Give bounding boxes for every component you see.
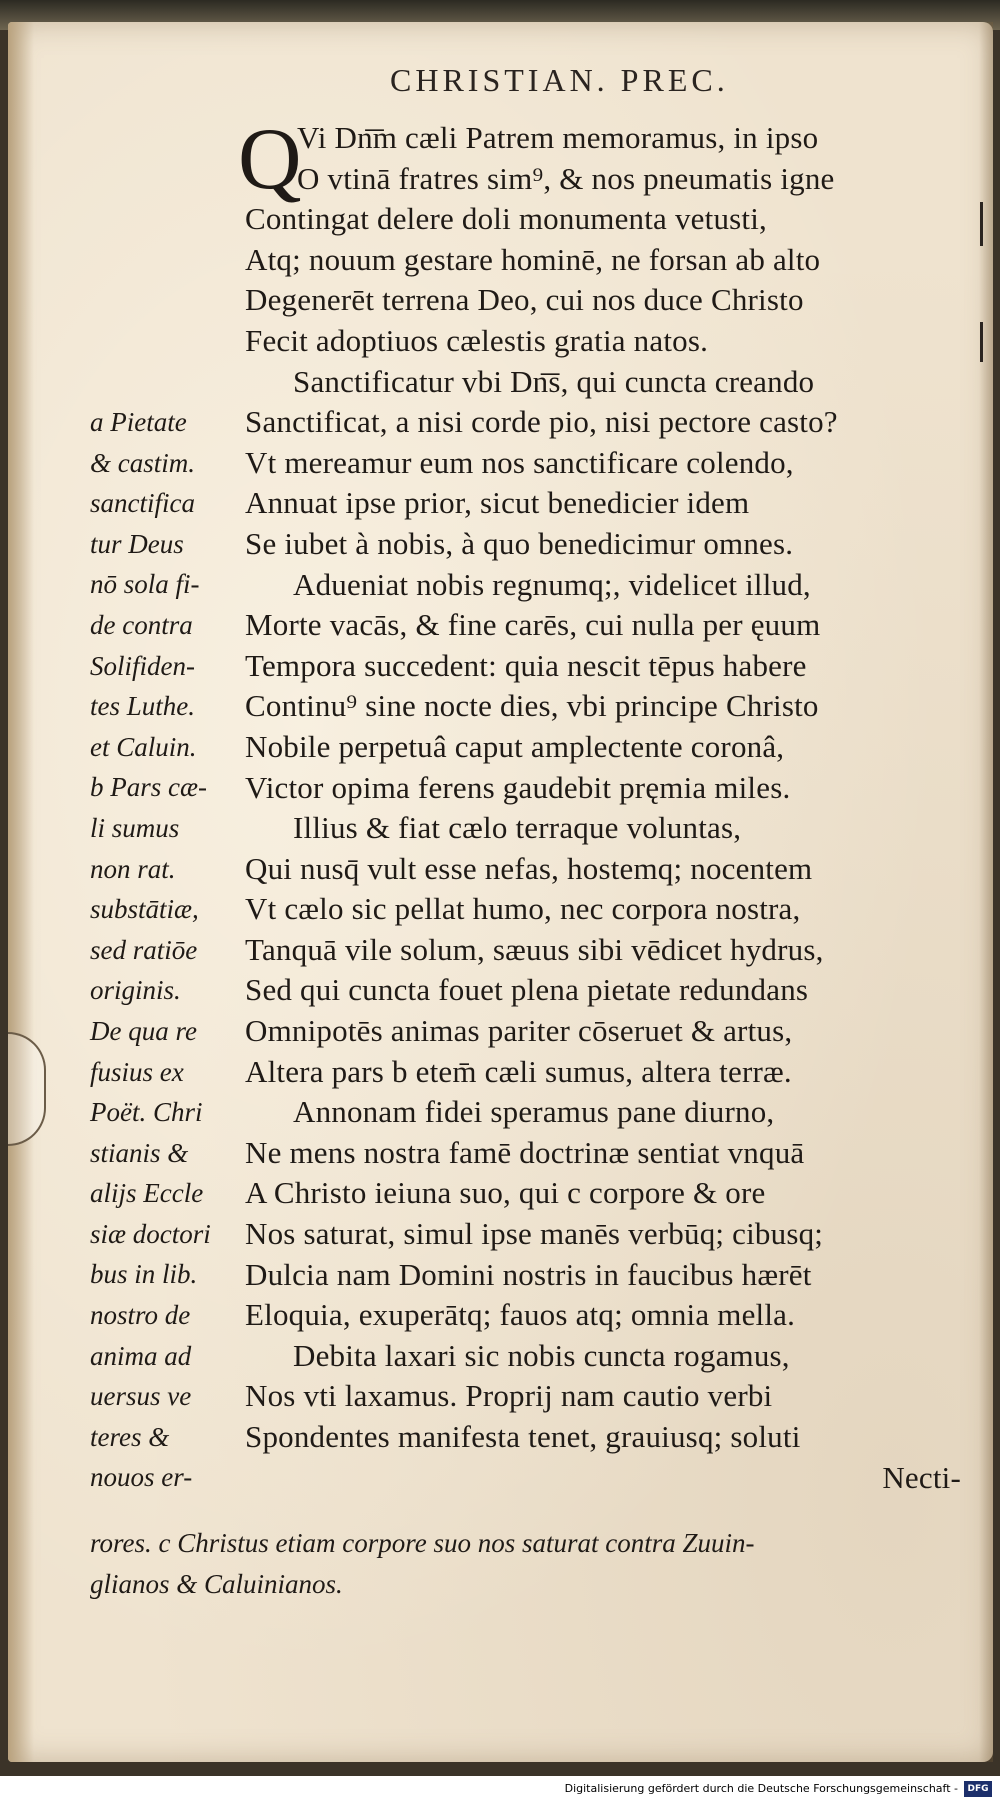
text-line: Debita laxari sic nobis cuncta rogamus, <box>293 1337 790 1373</box>
marginal-note-line: Poët. Chri <box>90 1097 203 1128</box>
text-line: Tanquā vile solum, sæuus sibi vēdicet hydrus, <box>245 931 824 967</box>
text-line: Ne mens nostra famē doctrinæ sentiat vnquā <box>245 1134 805 1170</box>
text-line: Altera pars b etem̄ cæli sumus, altera terræ. <box>245 1053 792 1089</box>
marginal-note-line: nouos er- <box>90 1462 193 1493</box>
running-head: CHRISTIAN. PREC. <box>390 62 729 98</box>
text-line: Nos saturat, simul ipse manēs verbūq; cibusq; <box>245 1216 824 1252</box>
text-line: Dulcia nam Domini nostris in faucibus hærēt <box>245 1256 812 1292</box>
drop-cap: Q <box>238 111 302 208</box>
marginal-note-line: tur Deus <box>90 528 184 559</box>
text-line: Annuat ipse prior, sicut benedicier idem <box>245 485 750 521</box>
text-line: Omnipotēs animas pariter cōseruet & artus, <box>245 1013 793 1049</box>
marginal-note-line: tes Luthe. <box>90 691 195 722</box>
marginal-note-line: non rat. <box>90 853 176 884</box>
text-line: Tempora succedent: quia nescit tēpus habere <box>245 647 807 683</box>
page-gutter <box>8 22 34 1762</box>
marginal-note-line: stianis & <box>90 1137 189 1168</box>
text-line: Vi Dn͞m cæli Patrem memoramus, in ipso <box>297 120 819 155</box>
marginal-note-line: Solifiden- <box>90 650 195 681</box>
marginal-note-line: anima ad <box>90 1340 192 1371</box>
marginal-note-line: a Pietate <box>90 407 187 437</box>
marginal-note-line: bus in lib. <box>90 1259 198 1290</box>
digitization-credit: Digitalisierung gefördert durch die Deutsche Forschungsgemeinschaft - <box>564 1782 958 1795</box>
text-line: Morte vacās, & fine carēs, cui nulla per ęuum <box>245 607 821 643</box>
marginal-note-line: De qua re <box>90 1015 197 1046</box>
marginal-notes <box>90 402 250 1498</box>
text-line: Degenerēt terrena Deo, cui nos duce Christo <box>245 282 804 318</box>
marginal-note-line: & castim. <box>90 447 195 478</box>
text-line: Annonam fidei speramus pane diurno, <box>293 1094 775 1130</box>
text-line: Vt mereamur eum nos sanctificare colendo, <box>245 444 794 480</box>
marginal-note-line: b Pars cæ- <box>90 772 207 803</box>
marginal-note-line: li sumus <box>90 812 180 843</box>
marginal-note-line: sed ratiōe <box>90 934 198 965</box>
text-line: Spondentes manifesta tenet, grauiusq; soluti <box>245 1419 801 1454</box>
text-line: Sed qui cuncta fouet plena pietate redundans <box>245 972 809 1008</box>
marginal-note-line: uersus ve <box>90 1381 192 1412</box>
text-line: Fecit adoptiuos cælestis gratia natos. <box>245 322 709 358</box>
text-line: O vtinā fratres sim⁹, & nos pneumatis igne <box>297 160 835 196</box>
footnote-line: glianos & Caluinianos. <box>90 1568 343 1599</box>
text-line: Atq; nouum gestare hominē, ne forsan ab alto <box>245 241 821 277</box>
marginal-note-line: teres & <box>90 1421 170 1452</box>
marginal-note-line: originis. <box>90 975 181 1006</box>
text-line: Continu⁹ sine nocte dies, vbi principe Christo <box>245 688 819 724</box>
text-line: Vt cælo sic pellat humo, nec corpora nostra, <box>245 891 801 927</box>
text-line: Contingat delere doli monumenta vetusti, <box>245 201 767 237</box>
marginal-note-line: et Caluin. <box>90 731 197 762</box>
text-line: Necti- <box>882 1459 961 1495</box>
thumb-tab <box>8 1032 46 1146</box>
dfg-logo: DFG <box>964 1781 992 1797</box>
marginal-note-line: sanctifica <box>90 488 195 519</box>
text-line: Adueniat nobis regnumq;, videlicet illud, <box>293 566 811 602</box>
main-text <box>245 118 985 1498</box>
footnote <box>90 1523 980 1604</box>
marginal-note-line: substātiæ, <box>90 894 199 925</box>
marginal-note-line: nō sola fi- <box>90 569 200 600</box>
text-line: Se iubet à nobis, à quo benedicimur omnes. <box>245 525 794 561</box>
text-line: Nos vti laxamus. Proprij nam cautio verbi <box>245 1378 773 1414</box>
text-line: Sanctificatur vbi Dn͞s, qui cuncta creando <box>293 363 815 399</box>
marginal-note-line: nostro de <box>90 1300 191 1331</box>
marginal-note-line: siæ doctori <box>90 1218 211 1249</box>
text-line: Qui nusq̄ vult esse nefas, hostemq; nocentem <box>245 850 813 886</box>
text-line: Victor opima ferens gaudebit pręmia miles. <box>245 769 791 805</box>
text-line: Illius & fiat cælo terraque voluntas, <box>293 810 742 846</box>
marginal-note-line: alijs Eccle <box>90 1178 204 1209</box>
text-line: Nobile perpetuâ caput amplectente coronâ, <box>245 728 785 764</box>
marginal-note-line: fusius ex <box>90 1056 184 1087</box>
footnote-line: rores. c Christus etiam corpore suo nos saturat contra Zuuin- <box>90 1528 755 1558</box>
text-line: Eloquia, exuperātq; fauos atq; omnia mella. <box>245 1297 796 1333</box>
text-line: A Christo ieiuna suo, qui c corpore & ore <box>245 1175 766 1211</box>
text-line: Sanctificat, a nisi corde pio, nisi pectore casto? <box>245 404 838 440</box>
marginal-note-line: de contra <box>90 609 193 640</box>
